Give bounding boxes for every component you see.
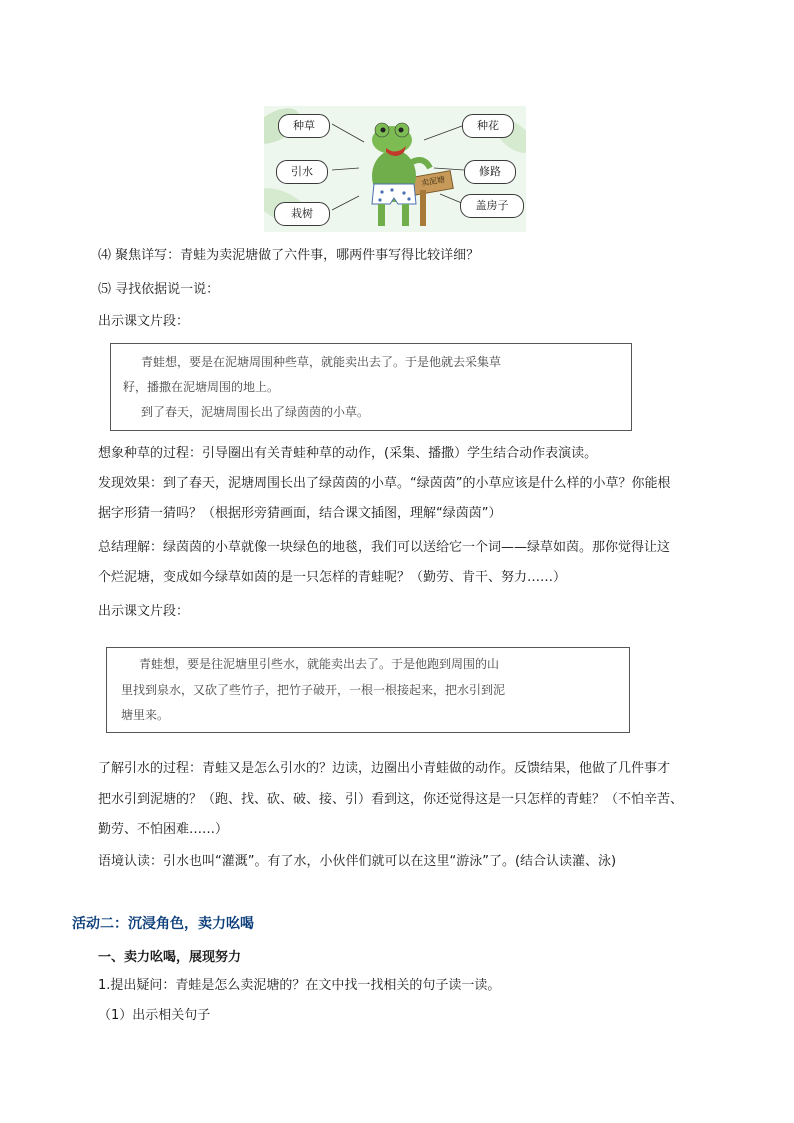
label-road: 修路 <box>464 160 516 184</box>
paragraph-show-excerpt-2: 出示课文片段： <box>98 604 190 619</box>
paragraph-question-sub: （1）出示相关句子 <box>98 1008 211 1023</box>
paragraph-water-cont2: 勤劳、不怕困难……） <box>98 822 229 837</box>
connector-line <box>332 168 359 170</box>
paragraph-imagine: 想象种草的过程：引导圈出有关青蛙种草的动作，(采集、播撒）学生结合动作表演读。 <box>98 446 598 461</box>
paragraph-effect-cont: 据字形猜一猜吗？（根据形旁猜画面，结合课文插图，理解“绿茵茵”） <box>98 506 502 521</box>
frog-arm <box>412 160 430 168</box>
sign-text: 卖泥塘 <box>420 174 446 189</box>
activity-two-subheading: 一、卖力吆喝，展现努力 <box>98 950 242 965</box>
connector-line <box>332 124 364 142</box>
frog-illustration <box>264 106 526 232</box>
excerpt-line: 籽，播撒在泥塘周围的地上。 <box>123 380 280 394</box>
paragraph-effect: 发现效果：到了春天，泥塘周围长出了绿茵茵的小草。“绿茵茵”的小草应该是什么样的小草？你能根 <box>98 476 671 491</box>
excerpt-box-1 <box>110 343 632 431</box>
paragraph-summary: 总结理解：绿茵茵的小草就像一块绿色的地毯，我们可以送给它一个词——绿草如茵。那你觉得让这 <box>98 540 671 555</box>
paragraph-show-excerpt-1: 出示课文片段： <box>98 314 190 329</box>
excerpt-box-2 <box>106 647 630 733</box>
connector-line <box>332 196 359 210</box>
label-water: 引水 <box>276 160 328 184</box>
paragraph-question: 1.提出疑问：青蛙是怎么卖泥塘的？在文中找一找相关的句子读一读。 <box>98 978 501 993</box>
sign-post <box>420 190 426 226</box>
paragraph-water-cont: 把水引到泥塘的？（跑、找、砍、破、接、引）看到这，你还觉得这是一只怎样的青蛙？（不怕辛苦、 <box>98 792 684 807</box>
paragraph-focus: ⑷ 聚焦详写：青蛙为卖泥塘做了六件事，哪两件事写得比较详细？ <box>98 248 480 263</box>
label-house: 盖房子 <box>460 194 524 218</box>
frog-pupil <box>399 128 404 133</box>
paragraph-context-reading: 语境认读：引水也叫“灌溉”。有了水，小伙伴们就可以在这里“游泳”了。(结合认读灌、泳) <box>98 854 617 869</box>
activity-two-heading: 活动二：沉浸角色，卖力吆喝 <box>72 916 254 932</box>
frog-leg <box>378 204 385 226</box>
excerpt-line: 到了春天，泥塘周围长出了绿茵茵的小草。 <box>141 405 370 419</box>
excerpt-line: 塘里来。 <box>121 708 170 722</box>
label-trees: 栽树 <box>274 202 330 226</box>
excerpt-line: 里找到泉水，又砍了些竹子，把竹子破开，一根一根接起来，把水引到泥 <box>121 683 506 697</box>
label-flowers: 种花 <box>462 114 514 138</box>
connector-line <box>424 126 462 140</box>
paragraph-summary-cont: 个烂泥塘，变成如今绿草如茵的是一只怎样的青蛙呢？（勤劳、肯干、努力……） <box>98 570 567 585</box>
excerpt-line: 青蛙想，要是往泥塘里引些水，就能卖出去了。于是他跑到周围的山 <box>139 657 500 671</box>
frog-leg <box>402 204 409 226</box>
connector-line <box>434 168 464 170</box>
paragraph-water: 了解引水的过程：青蛙又是怎么引水的？边读，边圈出小青蛙做的动作。反馈结果，他做了几件事才 <box>98 761 671 776</box>
paragraph-find-evidence: ⑸ 寻找依据说一说： <box>98 282 220 297</box>
frog-pupil <box>381 128 386 133</box>
excerpt-line: 青蛙想，要是在泥塘周围种些草，就能卖出去了。于是他就去采集草 <box>141 355 502 369</box>
label-grass: 种草 <box>278 114 330 138</box>
